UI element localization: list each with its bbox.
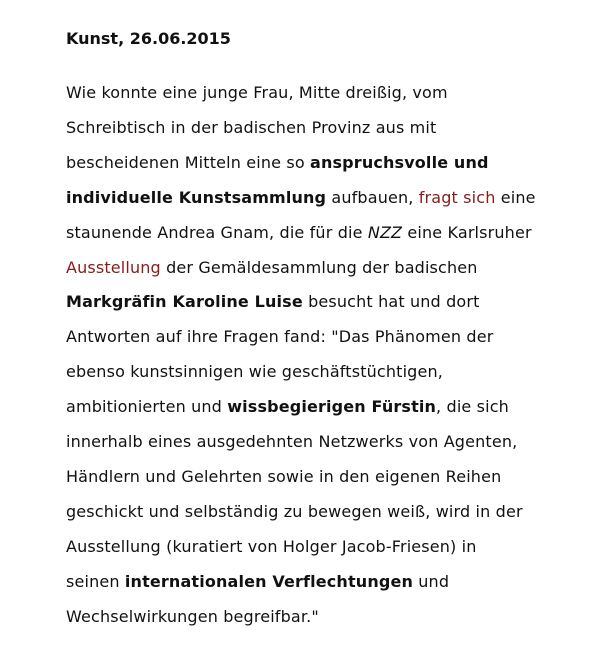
bold-text: Markgräfin Karoline Luise (66, 292, 303, 312)
text-segment: , die sich (436, 397, 509, 417)
text-segment: geschickt und selbständig zu bewegen weiß, wird in der (66, 501, 523, 521)
text-segment: seinen (66, 571, 125, 591)
bold-text: individuelle Kunstsammlung (66, 187, 327, 207)
text-segment: aufbauen, (326, 187, 419, 207)
article-body (66, 76, 586, 635)
article (66, 0, 586, 635)
text-segment: staunende Andrea Gnam, die für die (66, 222, 368, 242)
text-segment: Wechselwirkungen begreifbar." (66, 606, 319, 626)
text-line (66, 355, 586, 390)
text-line (66, 320, 586, 355)
text-segment: und (413, 571, 450, 591)
bold-text: internationalen Verflechtungen (124, 571, 413, 591)
bold-text: anspruchsvolle und (310, 152, 489, 172)
text-line (66, 285, 586, 320)
article-heading: Kunst, 26.06.2015 (66, 29, 231, 48)
text-segment: besucht hat und dort (302, 292, 480, 312)
text-line (66, 460, 586, 495)
text-line (66, 530, 586, 565)
text-line (66, 76, 586, 111)
text-line (66, 565, 586, 600)
text-segment: bescheidenen Mitteln eine so (66, 152, 311, 172)
text-segment: Wie konnte eine junge Frau, Mitte dreißig, vom (66, 83, 448, 102)
bold-text: wissbegierigen Fürstin (227, 397, 437, 417)
text-line (66, 251, 586, 286)
text-line (66, 216, 586, 251)
text-line (66, 390, 586, 425)
text-line (66, 111, 586, 146)
text-segment: eine Karlsruher (402, 222, 532, 242)
text-segment: innerhalb eines ausgedehnten Netzwerks von Agenten, (66, 432, 518, 452)
text-segment: der Gemäldesammlung der badischen (160, 257, 478, 277)
text-line (66, 425, 586, 460)
text-segment: ambitionierten und (66, 397, 228, 417)
text-segment: Händlern und Gelehrten sowie in den eigenen Reihen (66, 466, 502, 486)
text-line (66, 146, 586, 181)
text-segment: Ausstellung (kuratiert von Holger Jacob-Friesen) in (66, 536, 477, 556)
text-segment: Antworten auf ihre Fragen fand: "Das Phänomen der (66, 327, 494, 347)
link-fragt-sich[interactable]: fragt sich (418, 187, 496, 207)
text-segment: Schreibtisch in der badischen Provinz aus mit (66, 117, 437, 137)
text-segment: ebenso kunstsinnigen wie geschäftstüchtigen, (66, 362, 443, 382)
italic-text: NZZ (367, 222, 403, 242)
text-line (66, 181, 586, 216)
text-line (66, 495, 586, 530)
text-line (66, 600, 586, 635)
link-ausstellung[interactable]: Ausstellung (66, 257, 161, 277)
text-segment: eine (495, 187, 536, 207)
